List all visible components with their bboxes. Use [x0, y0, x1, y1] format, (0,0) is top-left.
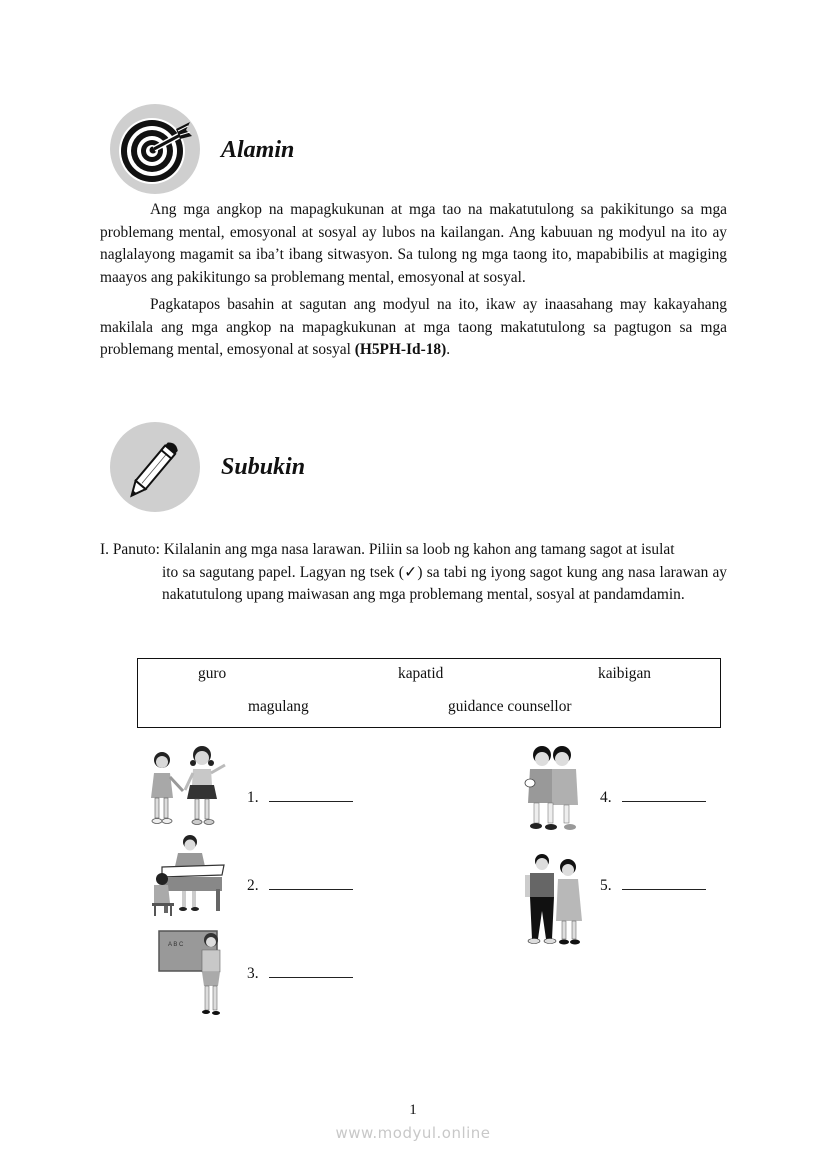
alamin-paragraph-2-end: . — [446, 341, 451, 358]
picture-two-friends — [520, 743, 590, 838]
learning-competency-code: (H5PH-Id-18) — [354, 341, 447, 358]
choice-word: guro — [198, 665, 227, 682]
item-4 — [600, 788, 706, 807]
item-3 — [247, 964, 353, 983]
answer-choices-box — [137, 658, 721, 728]
watermark: www.modyul.online — [335, 1124, 491, 1142]
choice-word: kapatid — [398, 665, 444, 682]
answer-blank-4[interactable] — [622, 788, 706, 802]
instruction-label: I. Panuto: — [100, 541, 160, 558]
item-number: 1. — [247, 789, 259, 806]
item-1 — [247, 788, 353, 807]
answer-blank-2[interactable] — [269, 876, 353, 890]
instruction-text: Kilalanin ang mga nasa larawan. Piliin sa loob ng kahon ang tamang sagot at isulat — [163, 541, 675, 558]
svg-text:A B C: A B C — [168, 942, 184, 948]
answer-blank-1[interactable] — [269, 788, 353, 802]
pencil-icon — [110, 422, 200, 512]
picture-two-girls — [145, 743, 230, 833]
picture-parents — [522, 851, 592, 951]
picture-teacher-at-desk — [150, 833, 230, 923]
picture-teacher-at-chalkboard — [158, 928, 228, 1023]
choice-word: kaibigan — [598, 665, 651, 682]
target-icon — [110, 104, 200, 194]
section-title-alamin: Alamin — [221, 137, 295, 163]
alamin-paragraph-1: Ang mga angkop na mapagkukunan at mga tao na makatutulong sa pakikitungo sa mga problemang mental, emosyonal at sosyal ay lubos na kailangan. Ang kabuuan ng modyul na ito ay naglalayong magamit sa iba’t ibang sitwasyon. Sa tulong ng mga taong ito, mapabibilis at magiging maayos ang pakikitungo sa problemang mental, emosyonal at sosyal. — [100, 201, 727, 286]
item-number: 2. — [247, 877, 259, 894]
item-number: 5. — [600, 877, 612, 894]
choice-word: guidance counsellor — [448, 698, 572, 715]
answer-blank-5[interactable] — [622, 876, 706, 890]
instruction-first-line — [100, 541, 674, 558]
item-number: 4. — [600, 789, 612, 806]
choice-word: magulang — [248, 698, 309, 715]
alamin-paragraph-2 — [100, 294, 727, 362]
alamin-paragraph-2-text: Pagkatapos basahin at sagutan ang modyul na ito, ikaw ay inaasahang may kakayahang makilala ang mga angkop na mapagkukunan at mga taong makatutulong sa pagtugon sa mga problemang mental, emosyonal at sosyal — [100, 296, 727, 358]
answer-blank-3[interactable] — [269, 964, 353, 978]
item-5 — [600, 876, 706, 895]
section-title-subukin: Subukin — [221, 454, 306, 480]
item-number: 3. — [247, 965, 259, 982]
instruction — [100, 539, 727, 607]
item-2 — [247, 876, 353, 895]
instruction-continuation: ito sa sagutang papel. Lagyan ng tsek (✓) sa tabi ng iyong sagot kung ang nasa larawan ay nakatutulong upang maiwasan ang mga problemang mental, sosyal at pandamdamin. — [162, 563, 727, 603]
page-number: 1 — [409, 1102, 417, 1118]
